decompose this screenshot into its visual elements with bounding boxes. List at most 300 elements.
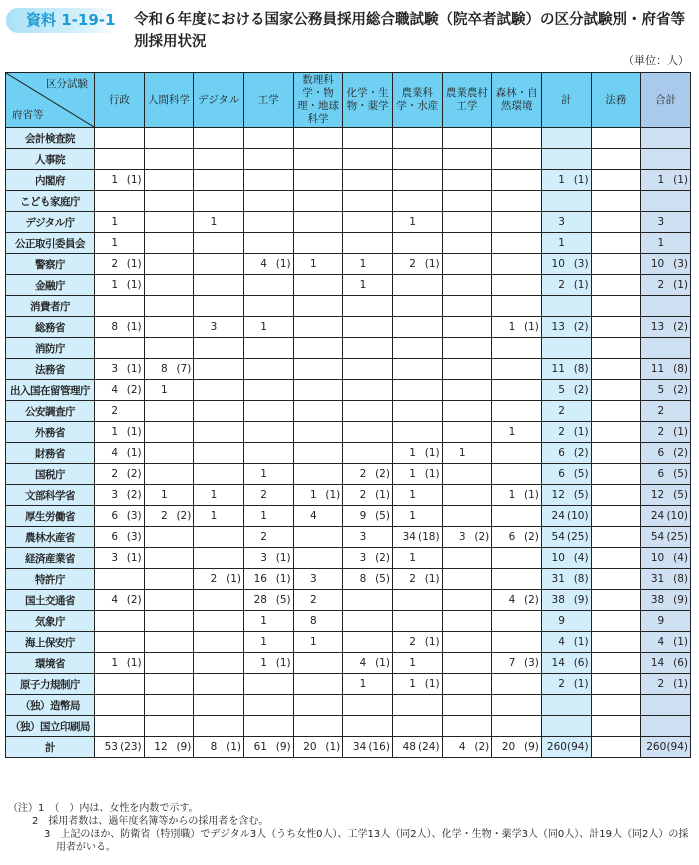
- count: 2: [558, 426, 565, 438]
- org-name: 内閣府: [6, 170, 95, 191]
- female-count: (2): [673, 384, 688, 396]
- count: 4: [657, 636, 665, 648]
- count: 20: [303, 741, 317, 753]
- table-row: [6, 359, 691, 380]
- count: 11: [650, 363, 665, 375]
- value-cell: [243, 359, 293, 380]
- count: 11: [551, 363, 565, 375]
- count: 10: [551, 552, 565, 564]
- count: 1: [558, 237, 565, 249]
- female-count: (5): [573, 489, 589, 501]
- value-cell: [144, 590, 194, 611]
- note-3: 3 上記のほか、防衛省（特別職）でデジタル3人（うち女性0人）、工学13人（同2人）、化学・生物・薬学3人（同0人）、計19人（同2人）の採用者がいる。: [44, 829, 689, 853]
- value-cell: [541, 590, 591, 611]
- value-cell: [442, 170, 492, 191]
- value-cell: [541, 170, 591, 191]
- value-cell: [641, 422, 691, 443]
- count: 1: [260, 657, 267, 669]
- count: 8: [359, 573, 367, 585]
- count: 13: [551, 321, 565, 333]
- value-cell: [591, 527, 641, 548]
- column-header: デジタル: [194, 73, 244, 128]
- female-count: (1): [275, 573, 291, 585]
- value-cell: [144, 674, 194, 695]
- note-1: （注）1 （ ）内は、女性を内数で示す。: [8, 803, 199, 814]
- female-count: (5): [375, 510, 390, 522]
- female-count: (1): [126, 174, 142, 186]
- count: 1: [657, 174, 665, 186]
- count: 1: [260, 321, 267, 333]
- table-row: [6, 149, 691, 170]
- value-cell: [194, 485, 244, 506]
- value-cell: [442, 737, 492, 758]
- value-cell: [442, 632, 492, 653]
- value-cell: [442, 548, 492, 569]
- female-count: (25): [666, 531, 688, 543]
- value-cell: [641, 254, 691, 275]
- count: 16: [253, 573, 267, 585]
- value-cell: [591, 128, 641, 149]
- female-count: (1): [673, 174, 688, 186]
- value-cell: [95, 695, 145, 716]
- value-cell: [144, 443, 194, 464]
- value-cell: [194, 611, 244, 632]
- value-cell: [392, 170, 442, 191]
- value-cell: [492, 149, 542, 170]
- female-count: (5): [375, 573, 390, 585]
- value-cell: [442, 506, 492, 527]
- female-count: (2): [126, 384, 142, 396]
- value-cell: [293, 275, 343, 296]
- count: 3: [359, 531, 367, 543]
- female-count: (1): [375, 489, 390, 501]
- value-cell: [641, 611, 691, 632]
- female-count: (3): [126, 510, 142, 522]
- value-cell: [541, 527, 591, 548]
- female-count: (1): [275, 258, 291, 270]
- value-cell: [641, 338, 691, 359]
- value-cell: [194, 632, 244, 653]
- value-cell: [144, 716, 194, 737]
- table-row: [6, 380, 691, 401]
- value-cell: [144, 149, 194, 170]
- value-cell: [144, 506, 194, 527]
- value-cell: [95, 527, 145, 548]
- count: 1: [309, 636, 317, 648]
- count: 2: [111, 405, 118, 417]
- female-count: (2): [573, 384, 589, 396]
- female-count: (9): [275, 741, 291, 753]
- value-cell: [194, 695, 244, 716]
- count: 1: [409, 510, 416, 522]
- table-row: [6, 338, 691, 359]
- value-cell: [541, 338, 591, 359]
- value-cell: [194, 590, 244, 611]
- female-count: (3): [126, 531, 142, 543]
- value-cell: [293, 737, 343, 758]
- value-cell: [492, 632, 542, 653]
- value-cell: [293, 527, 343, 548]
- org-name: 外務省: [6, 422, 95, 443]
- female-count: (8): [673, 363, 688, 375]
- count: 1: [111, 426, 118, 438]
- female-count: (6): [673, 657, 688, 669]
- count: 1: [260, 510, 267, 522]
- female-count: (8): [573, 573, 589, 585]
- value-cell: [243, 674, 293, 695]
- value-cell: [243, 275, 293, 296]
- female-count: (1): [673, 636, 688, 648]
- female-count: (94): [567, 741, 589, 753]
- value-cell: [492, 359, 542, 380]
- value-cell: [541, 149, 591, 170]
- value-cell: [392, 380, 442, 401]
- value-cell: [95, 506, 145, 527]
- value-cell: [144, 296, 194, 317]
- table-row: [6, 653, 691, 674]
- value-cell: [343, 674, 393, 695]
- value-cell: [541, 695, 591, 716]
- value-cell: [343, 401, 393, 422]
- table-row: [6, 464, 691, 485]
- count: 1: [210, 489, 218, 501]
- total-row: [6, 737, 691, 758]
- value-cell: [194, 527, 244, 548]
- value-cell: [194, 191, 244, 212]
- table-row: [6, 611, 691, 632]
- female-count: (10): [567, 510, 589, 522]
- count: 3: [558, 216, 565, 228]
- column-header: 森林・自然環境: [492, 73, 542, 128]
- count: 4: [111, 447, 118, 459]
- female-count: (3): [524, 657, 539, 669]
- value-cell: [641, 674, 691, 695]
- value-cell: [591, 254, 641, 275]
- value-cell: [541, 128, 591, 149]
- note-2: 2 採用者数は、過年度名簿等からの採用者を含む。: [32, 816, 269, 827]
- value-cell: [293, 506, 343, 527]
- count: 4: [111, 594, 118, 606]
- count: 2: [657, 426, 665, 438]
- value-cell: [243, 401, 293, 422]
- value-cell: [243, 128, 293, 149]
- value-cell: [343, 275, 393, 296]
- value-cell: [144, 569, 194, 590]
- count: 1: [111, 174, 118, 186]
- count: 1: [409, 657, 416, 669]
- value-cell: [392, 212, 442, 233]
- value-cell: [591, 149, 641, 170]
- value-cell: [541, 254, 591, 275]
- value-cell: [343, 191, 393, 212]
- count: 2: [111, 468, 118, 480]
- value-cell: [194, 443, 244, 464]
- value-cell: [392, 737, 442, 758]
- org-name: 出入国在留管理庁: [6, 380, 95, 401]
- count: 3: [309, 573, 317, 585]
- value-cell: [392, 338, 442, 359]
- count: 20: [501, 741, 516, 753]
- female-count: (1): [673, 678, 688, 690]
- female-count: (9): [673, 594, 688, 606]
- value-cell: [591, 275, 641, 296]
- value-cell: [392, 632, 442, 653]
- value-cell: [591, 380, 641, 401]
- org-name: 文部科学省: [6, 485, 95, 506]
- value-cell: [243, 170, 293, 191]
- value-cell: [641, 653, 691, 674]
- column-header: 法務: [591, 73, 641, 128]
- value-cell: [591, 485, 641, 506]
- value-cell: [343, 695, 393, 716]
- org-name: 公正取引委員会: [6, 233, 95, 254]
- value-cell: [641, 401, 691, 422]
- column-header: 農業科学・水産: [392, 73, 442, 128]
- org-name: （独）造幣局: [6, 695, 95, 716]
- org-name: こども家庭庁: [6, 191, 95, 212]
- female-count: (18): [418, 531, 440, 543]
- value-cell: [541, 674, 591, 695]
- value-cell: [343, 422, 393, 443]
- value-cell: [442, 317, 492, 338]
- value-cell: [95, 338, 145, 359]
- value-cell: [442, 233, 492, 254]
- value-cell: [541, 737, 591, 758]
- female-count: (94): [666, 741, 688, 753]
- value-cell: [442, 611, 492, 632]
- value-cell: [95, 317, 145, 338]
- value-cell: [541, 233, 591, 254]
- value-cell: [95, 737, 145, 758]
- value-cell: [95, 380, 145, 401]
- count: 1: [558, 174, 565, 186]
- count: 2: [260, 531, 267, 543]
- table-row: [6, 317, 691, 338]
- count: 8: [160, 363, 168, 375]
- value-cell: [541, 212, 591, 233]
- female-count: (2): [375, 552, 390, 564]
- value-cell: [243, 632, 293, 653]
- value-cell: [243, 485, 293, 506]
- count: 3: [111, 552, 118, 564]
- female-count: (1): [325, 489, 341, 501]
- count: 3: [210, 321, 218, 333]
- female-count: (5): [673, 468, 688, 480]
- column-header: 行政: [95, 73, 145, 128]
- count: 2: [657, 279, 665, 291]
- count: 4: [309, 510, 317, 522]
- value-cell: [144, 401, 194, 422]
- table-row: [6, 422, 691, 443]
- value-cell: [492, 191, 542, 212]
- value-cell: [95, 716, 145, 737]
- value-cell: [194, 506, 244, 527]
- value-cell: [144, 128, 194, 149]
- value-cell: [243, 317, 293, 338]
- org-name: 海上保安庁: [6, 632, 95, 653]
- document-badge: 資料 1-19-1: [6, 8, 118, 33]
- female-count: (2): [673, 447, 688, 459]
- female-count: (1): [573, 279, 589, 291]
- value-cell: [343, 443, 393, 464]
- female-count: (4): [673, 552, 688, 564]
- female-count: (1): [673, 426, 688, 438]
- table-row: [6, 506, 691, 527]
- table-row: [6, 674, 691, 695]
- value-cell: [144, 485, 194, 506]
- value-cell: [541, 464, 591, 485]
- value-cell: [442, 590, 492, 611]
- female-count: (9): [176, 741, 192, 753]
- value-cell: [194, 464, 244, 485]
- value-cell: [591, 401, 641, 422]
- count: 8: [210, 741, 218, 753]
- count: 1: [359, 279, 367, 291]
- count: 34: [402, 531, 416, 543]
- value-cell: [293, 170, 343, 191]
- value-cell: [392, 506, 442, 527]
- count: 1: [111, 279, 118, 291]
- value-cell: [293, 485, 343, 506]
- female-count: (9): [524, 741, 539, 753]
- female-count: (1): [375, 657, 390, 669]
- org-name: 警察庁: [6, 254, 95, 275]
- value-cell: [591, 464, 641, 485]
- value-cell: [243, 443, 293, 464]
- female-count: (1): [573, 174, 589, 186]
- count: 4: [508, 594, 516, 606]
- value-cell: [392, 149, 442, 170]
- value-cell: [591, 737, 641, 758]
- female-count: (4): [573, 552, 589, 564]
- count: 1: [260, 468, 267, 480]
- value-cell: [243, 695, 293, 716]
- value-cell: [392, 548, 442, 569]
- value-cell: [541, 653, 591, 674]
- value-cell: [541, 401, 591, 422]
- value-cell: [641, 233, 691, 254]
- value-cell: [492, 674, 542, 695]
- value-cell: [343, 611, 393, 632]
- value-cell: [293, 590, 343, 611]
- count: 24: [551, 510, 565, 522]
- value-cell: [194, 737, 244, 758]
- value-cell: [95, 485, 145, 506]
- org-name: 厚生労働省: [6, 506, 95, 527]
- count: 3: [260, 552, 267, 564]
- value-cell: [95, 191, 145, 212]
- value-cell: [343, 212, 393, 233]
- value-cell: [293, 191, 343, 212]
- count: 3: [657, 216, 665, 228]
- table-row: [6, 443, 691, 464]
- female-count: (1): [126, 279, 142, 291]
- table-row: [6, 695, 691, 716]
- value-cell: [194, 338, 244, 359]
- value-cell: [492, 422, 542, 443]
- female-count: (1): [573, 636, 589, 648]
- count: 54: [650, 531, 665, 543]
- value-cell: [95, 359, 145, 380]
- value-cell: [641, 191, 691, 212]
- value-cell: [442, 254, 492, 275]
- female-count: (8): [573, 363, 589, 375]
- value-cell: [343, 170, 393, 191]
- org-name: 消費者庁: [6, 296, 95, 317]
- value-cell: [243, 464, 293, 485]
- value-cell: [243, 527, 293, 548]
- value-cell: [591, 590, 641, 611]
- value-cell: [144, 632, 194, 653]
- value-cell: [293, 212, 343, 233]
- value-cell: [442, 569, 492, 590]
- count: 1: [508, 426, 516, 438]
- count: 2: [657, 405, 665, 417]
- female-count: (1): [126, 426, 142, 438]
- value-cell: [243, 590, 293, 611]
- table-row: [6, 170, 691, 191]
- female-count: (2): [126, 468, 142, 480]
- value-cell: [243, 422, 293, 443]
- female-count: (1): [226, 741, 241, 753]
- count: 13: [650, 321, 665, 333]
- count: 8: [111, 321, 118, 333]
- count: 6: [558, 447, 565, 459]
- value-cell: [591, 338, 641, 359]
- value-cell: [293, 149, 343, 170]
- value-cell: [95, 653, 145, 674]
- value-cell: [293, 401, 343, 422]
- column-header: 合計: [641, 73, 691, 128]
- value-cell: [243, 548, 293, 569]
- count: 6: [558, 468, 565, 480]
- value-cell: [194, 422, 244, 443]
- count: 260: [646, 741, 667, 753]
- value-cell: [194, 380, 244, 401]
- count: 9: [657, 615, 665, 627]
- table-row: [6, 296, 691, 317]
- value-cell: [194, 275, 244, 296]
- count: 6: [111, 510, 118, 522]
- value-cell: [492, 275, 542, 296]
- org-name: 計: [6, 737, 95, 758]
- table-row: [6, 212, 691, 233]
- value-cell: [541, 422, 591, 443]
- value-cell: [591, 674, 641, 695]
- org-name: 原子力規制庁: [6, 674, 95, 695]
- value-cell: [641, 716, 691, 737]
- female-count: (10): [666, 510, 688, 522]
- count: 2: [558, 279, 565, 291]
- value-cell: [293, 464, 343, 485]
- value-cell: [343, 569, 393, 590]
- value-cell: [392, 317, 442, 338]
- org-name: 金融庁: [6, 275, 95, 296]
- table-row: [6, 590, 691, 611]
- value-cell: [194, 233, 244, 254]
- org-name: 環境省: [6, 653, 95, 674]
- table-row: [6, 569, 691, 590]
- value-cell: [144, 380, 194, 401]
- value-cell: [95, 464, 145, 485]
- value-cell: [392, 464, 442, 485]
- value-cell: [144, 275, 194, 296]
- value-cell: [591, 212, 641, 233]
- value-cell: [343, 548, 393, 569]
- value-cell: [293, 317, 343, 338]
- count: 1: [508, 321, 516, 333]
- value-cell: [591, 422, 641, 443]
